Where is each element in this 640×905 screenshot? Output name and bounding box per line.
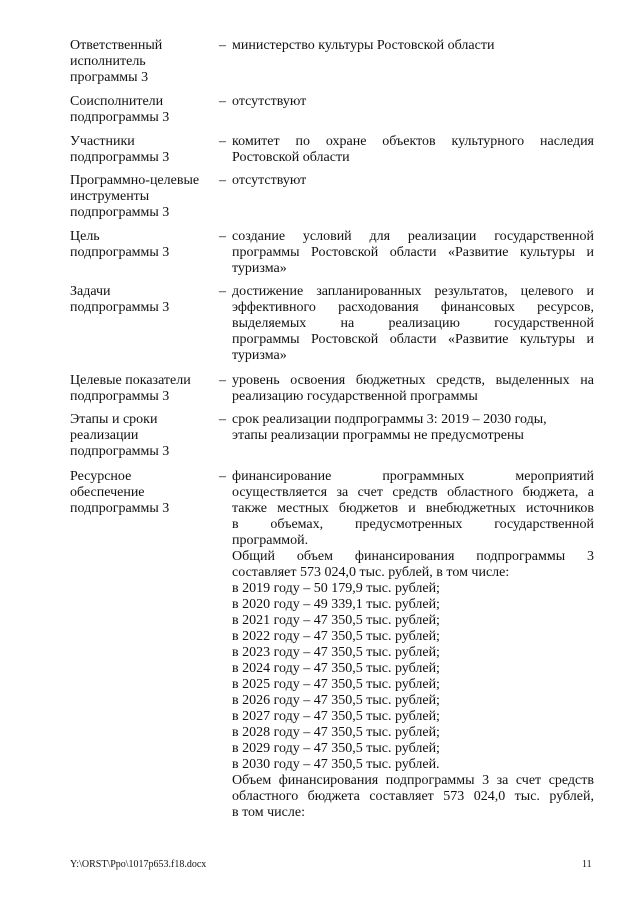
row-dash: –: [219, 373, 226, 388]
row-dash: –: [219, 134, 226, 149]
row-label: Цель подпрограммы 3: [70, 229, 170, 260]
row-dash: –: [219, 173, 226, 188]
row-value: достижение запланированных результатов, целевого и эффективного расходования финансовых ресурсов, выделяемых на реализацию государственной программы Ростовской области «Развитие культуры и туризма»: [232, 284, 594, 363]
row-value: уровень освоения бюджетных средств, выделенных на реализацию государственной программы: [232, 373, 594, 404]
row-label: Участники подпрограммы 3: [70, 134, 170, 165]
page-number: 11: [582, 859, 592, 870]
row-label: Соисполнители подпрограммы 3: [70, 94, 170, 125]
row-value: комитет по охране объектов культурного наследия Ростовской области: [232, 134, 594, 165]
row-dash: –: [219, 469, 226, 484]
row-value: отсутствуют: [232, 94, 307, 109]
row-value: отсутствуют: [232, 173, 307, 188]
row-label: Программно-целевые инструменты подпрограммы 3: [70, 173, 200, 220]
row-dash: –: [219, 229, 226, 244]
row-value: срок реализации подпрограммы 3: 2019 – 2030 годы, этапы реализации программы не предусмотрены: [232, 412, 547, 443]
row-dash: –: [219, 38, 226, 53]
footer-file-path: Y:\ORST\Ppo\1017p653.f18.docx: [70, 859, 207, 870]
row-dash: –: [219, 412, 226, 427]
row-value: министерство культуры Ростовской области: [232, 38, 495, 53]
row-label: Задачи подпрограммы 3: [70, 284, 170, 315]
row-dash: –: [219, 94, 226, 109]
row-value: финансирование программных мероприятий осуществляется за счет средств областного бюджета, а также местных бюджетов и внебюджетных источников в объемах, предусмотренных государственной программой. Общий объем финансирования подпрограммы 3 составляет 573 024,0 тыс. рублей, в том числе: в 2019 году – 50 179,9 тыс. рублей; в 2020 году – 49 339,1 тыс. рублей; в 2021 году – 47 350,5 тыс. рублей; в 2022 году – 47 350,5 тыс. рублей; в 2023 году – 47 350,5 тыс. рублей; в 2024 году – 47 350,5 тыс. рублей; в 2025 году – 47 350,5 тыс. рублей; в 2026 году – 47 350,5 тыс. рублей; в 2027 году – 47 350,5 тыс. рублей; в 2028 году – 47 350,5 тыс. рублей; в 2029 году – 47 350,5 тыс. рублей; в 2030 году – 47 350,5 тыс. рублей. Объем финансирования подпрограммы 3 за счет средств областного бюджета составляет 573 024,0 тыс. рублей, в том числе:: [232, 469, 594, 820]
row-value: создание условий для реализации государственной программы Ростовской области «Развитие культуры и туризма»: [232, 229, 594, 276]
row-label: Ресурсное обеспечение подпрограммы 3: [70, 469, 170, 516]
row-label: Этапы и сроки реализации подпрограммы 3: [70, 412, 170, 459]
row-label: Целевые показатели подпрограммы 3: [70, 373, 191, 404]
row-label: Ответственный исполнитель программы 3: [70, 38, 163, 85]
row-dash: –: [219, 284, 226, 299]
